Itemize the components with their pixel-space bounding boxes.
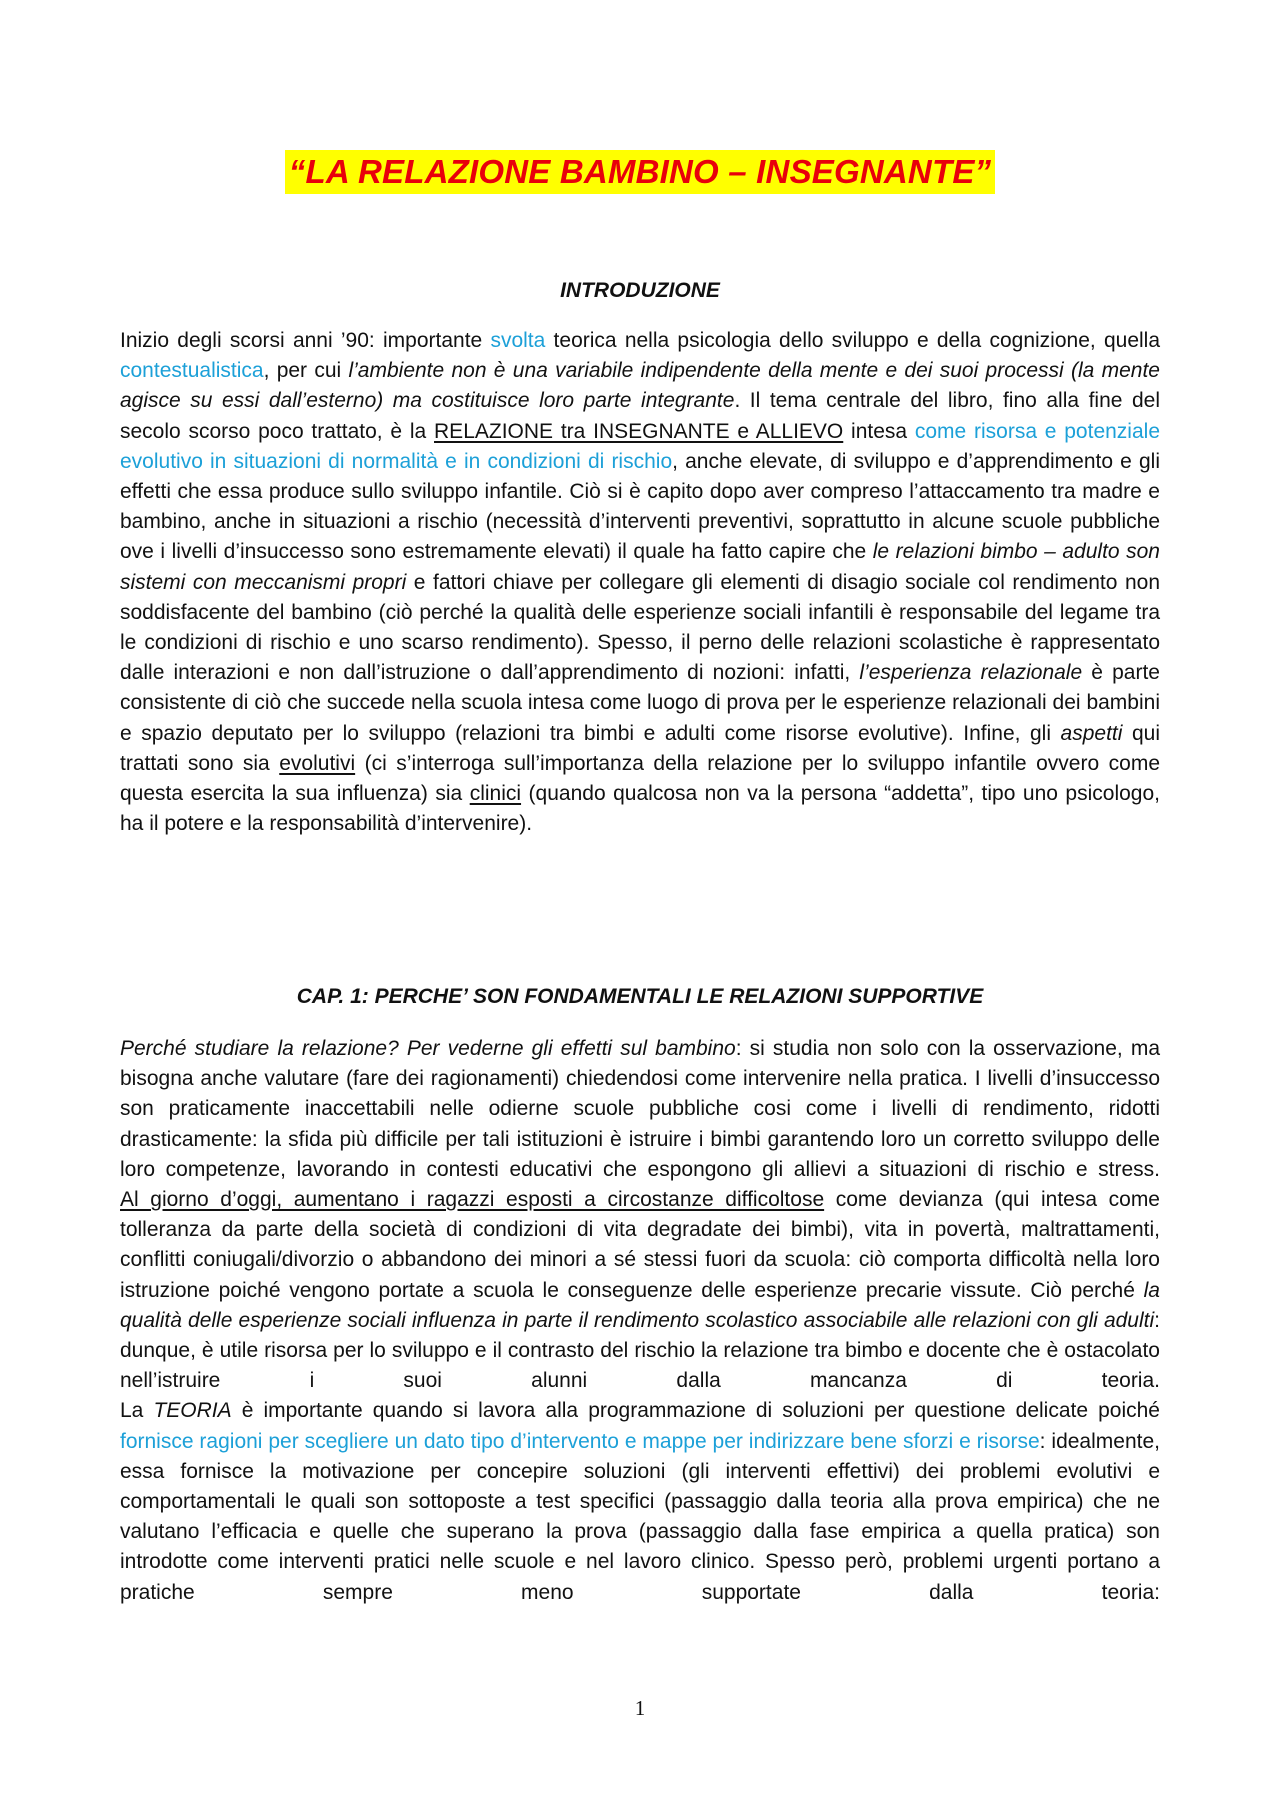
chapter1-paragraph-1: Perché studiare la relazione? Per vederne gli effetti sul bambino: si studia non solo con la osservazione, ma bisogna anche valutare (fare dei ragionamenti) chiedendosi come intervenire nella pratica. I livelli d’insuccesso son praticamente inaccettabili nelle odierne scuole pubbliche cosi come i livelli di rendimento, ridotti drasticamente: la sfida più difficile per tali istituzioni è istruire i bimbi garantendo loro un corretto sviluppo delle loro competenze, lavorando in contesti educativi che espongono gli allievi a situazioni di rischio e stress. — [120, 1037, 1161, 1181]
chapter1-heading: CAP. 1: PERCHE’ SON FONDAMENTALI LE RELAZIONI SUPPORTIVE — [296, 985, 984, 1008]
chapter1-body — [120, 1034, 1160, 1608]
page-number: 1 — [634, 1696, 646, 1720]
intro-heading: INTRODUZIONE — [560, 279, 720, 302]
chapter1-paragraph-2: Al giorno d’oggi, aumentano i ragazzi esposti a circostanze difficoltose come devianza (qui intesa come tolleranza da parte della società di condizioni di vita degradate dei bimbi), vita in povertà, maltrattamenti, conflitti coniugali/divorzio o abbandono dei minori a sé stessi fuori da scuola: ciò comporta difficoltà nella loro istruzione poiché vengono portate a scuola le conseguenze delle esperienze precarie vissute. Ciò perché la qualità delle esperienze sociali influenza in parte il rendimento scolastico associabile alle relazioni con gli adulti: dunque, è utile risorsa per lo sviluppo e il contrasto del rischio la relazione tra bimbo e docente che è ostacolato nell’istruire i suoi alunni dalla mancanza di teoria. — [120, 1188, 1160, 1393]
intro-paragraph: Inizio degli scorsi anni ’90: importante svolta teorica nella psicologia dello sviluppo e della cognizione, quella contestualistica, per cui l’ambiente non è una variabile indipendente della mente e dei suoi processi (la mente agisce su essi dall’esterno) ma costituisce loro parte integrante. Il tema centrale del libro, fino alla fine del secolo scorso poco trattato, è la RELAZIONE tra INSEGNANTE e ALLIEVO intesa come risorsa e potenziale evolutivo in situazioni di normalità e in condizioni di rischio, anche elevate, di sviluppo e d’apprendimento e gli effetti che essa produce sullo sviluppo infantile. Ciò si è capito dopo aver compreso l’attaccamento tra madre e bambino, anche in situazioni a rischio (necessità d’interventi preventivi, soprattutto in alcune scuole pubbliche ove i livelli d’insuccesso sono estremamente elevati) il quale ha fatto capire che le relazioni bimbo – adulto son sistemi con meccanismi propri e fattori chiave per collegare gli elementi di disagio sociale col rendimento non soddisfacente del bambino (ciò perché la qualità delle esperienze sociali infantili è responsabile del legame tra le condizioni di rischio e uno scarso rendimento). Spesso, il perno delle relazioni scolastiche è rappresentato dalle interazioni e non dall’istruzione o dall’apprendimento di nozioni: infatti, l’esperienza relazionale è parte consistente di ciò che succede nella scuola intesa come luogo di prova per le esperienze relazionali dei bambini e spazio deputato per lo sviluppo (relazioni tra bimbi e adulti come risorse evolutive). Infine, gli aspetti qui trattati sono sia evolutivi (ci s’interroga sull’importanza della relazione per lo sviluppo infantile ovvero come questa esercita la sua influenza) sia clinici (quando qualcosa non va la persona “addetta”, tipo uno psicologo, ha il potere e la responsabilità d’intervenire). — [120, 329, 1161, 836]
emphasis-teoria: TEORIA — [153, 1399, 232, 1423]
underline-al-giorno: Al giorno d’oggi, aumentano i ragazzi esposti a circostanze difficoltose — [120, 1188, 825, 1212]
emphasis-aspetti: aspetti — [1060, 721, 1123, 745]
underline-clinici: clinici — [469, 782, 522, 806]
highlight-risorsa: come risorsa e potenziale evolutivo in situazioni di normalità e in condizioni di rischio — [120, 419, 1160, 473]
underline-relazione: RELAZIONE tra INSEGNANTE e ALLIEVO — [434, 419, 844, 443]
emphasis-qualita: la qualità delle esperienze sociali influenza in parte il rendimento scolastico associabile alle relazioni con gli adulti — [120, 1278, 1160, 1332]
highlight-fornisce: fornisce ragioni per scegliere un dato tipo d’intervento e mappe per indirizzare bene sforzi e risorse — [120, 1429, 1040, 1453]
emphasis-perche: Perché studiare la relazione? Per vederne gli effetti sul bambino — [120, 1037, 736, 1060]
emphasis-esperienza: l’esperienza relazionale — [859, 661, 1083, 685]
emphasis-relazioni: le relazioni bimbo – adulto son sistemi con meccanismi propri — [120, 540, 1160, 594]
title-block — [0, 150, 1280, 194]
document-title: “LA RELAZIONE BAMBINO – INSEGNANTE” — [285, 150, 995, 194]
highlight-contestualistica: contestualistica — [120, 359, 264, 383]
underline-evolutivi: evolutivi — [279, 751, 356, 775]
chapter1-paragraph-3: La TEORIA è importante quando si lavora alla programmazione di soluzioni per questione delicate poiché fornisce ragioni per scegliere un dato tipo d’intervento e mappe per indirizzare bene sforzi e risorse: idealmente, essa fornisce la motivazione per concepire soluzioni (gli interventi effettivi) dei problemi evolutivi e comportamentali le quali son sottoposte a test specifici (passaggio dalla teoria alla prova empirica) che ne valutano l’efficacia e quelle che superano la prova (passaggio dalla fase empirica a quella pratica) son introdotte come interventi pratici nelle scuole e nel lavoro clinico. Spesso però, problemi urgenti portano a pratiche sempre meno supportate dalla teoria: — [120, 1399, 1160, 1604]
highlight-svolta: svolta — [490, 329, 546, 352]
emphasis-ambiente: l’ambiente non è una variabile indipendente della mente e dei suoi processi (la mente agisce su essi dall’esterno) ma costituisce loro parte integrante — [120, 359, 1160, 413]
